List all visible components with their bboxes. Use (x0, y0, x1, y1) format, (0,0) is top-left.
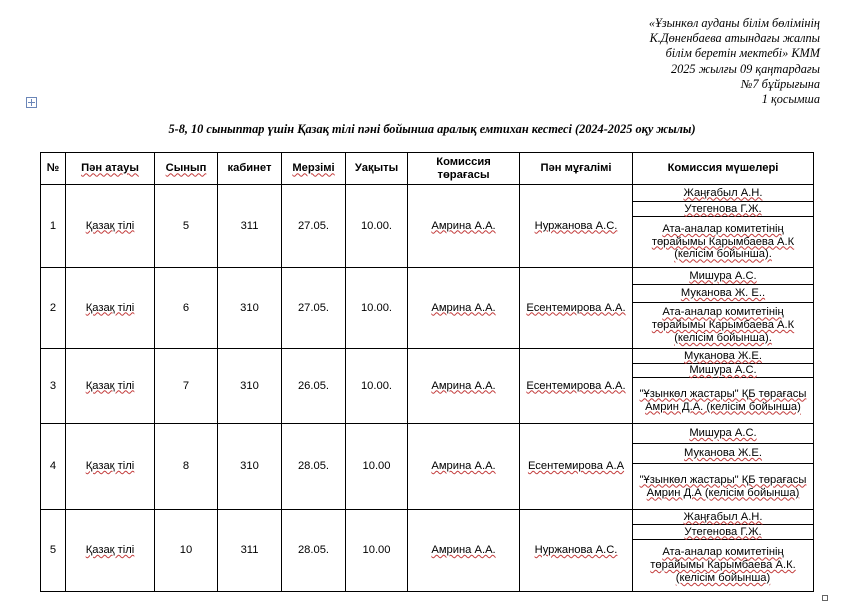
cell-member: Мишура А.С. (633, 268, 814, 285)
cell-member: Ата-аналар комитетінің төрайымы Карымбаева А.К (келісім бойынша). (633, 303, 814, 349)
cell-member: Муканова Ж. Е.. (633, 285, 814, 303)
cell-member: Жаңғабыл А.Н. (633, 185, 814, 202)
cell-grade: 8 (155, 424, 218, 510)
header-chair: Комиссия төрағасы (408, 153, 520, 185)
cell-num: 4 (41, 424, 66, 510)
header-subject: Пән атауы (66, 153, 155, 185)
cell-num: 5 (41, 510, 66, 592)
cell-time: 10.00 (346, 510, 408, 592)
cell-member: Мишура А.С. (633, 364, 814, 378)
cell-teacher: Есентемирова А.А. (520, 349, 633, 424)
header-line: білім беретін мектебі» КММ (665, 46, 820, 61)
cell-subject: Қазақ тілі (66, 268, 155, 349)
cell-teacher: Нуржанова А.С. (520, 185, 633, 268)
cell-member: Мишура А.С. (633, 424, 814, 444)
cell-time: 10.00. (346, 349, 408, 424)
cell-date: 27.05. (282, 268, 346, 349)
document-header (560, 16, 820, 107)
cell-num: 3 (41, 349, 66, 424)
cell-member: Ата-аналар комитетінің төрайымы Карымбаева А.К (келісім бойынша). (633, 217, 814, 268)
cell-teacher: Есентемирова А.А. (520, 268, 633, 349)
cell-chair: Амрина А.А. (408, 185, 520, 268)
table-row (41, 268, 814, 285)
cell-teacher: Нуржанова А.С. (520, 510, 633, 592)
cell-grade: 10 (155, 510, 218, 592)
header-line: №7 бұйрығына (740, 76, 820, 91)
header-line: «Ұзынкөл ауданы білім бөлімінің (648, 16, 820, 30)
cell-room: 310 (218, 349, 282, 424)
header-grade: Сынып (155, 153, 218, 185)
cell-subject: Қазақ тілі (66, 424, 155, 510)
cell-member: "Ұзынкөл жастары" ҚБ төрағасы Амрин Д.А. (келісім бойынша) (633, 378, 814, 424)
cell-member: "Ұзынкөл жастары" ҚБ төрағасы Амрин Д.А (келісім бойынша) (633, 464, 814, 510)
header-date: Мерзімі (282, 153, 346, 185)
cell-time: 10.00. (346, 268, 408, 349)
cell-chair: Амрина А.А. (408, 268, 520, 349)
cell-grade: 6 (155, 268, 218, 349)
cell-date: 28.05. (282, 510, 346, 592)
cell-member: Утегенова Г.Ж. (633, 525, 814, 540)
exam-schedule-table (40, 152, 814, 592)
cell-teacher: Есентемирова А.А (520, 424, 633, 510)
cell-num: 2 (41, 268, 66, 349)
table-resize-handle[interactable] (822, 595, 828, 601)
cell-time: 10.00. (346, 185, 408, 268)
cell-room: 311 (218, 510, 282, 592)
cell-date: 26.05. (282, 349, 346, 424)
cell-chair: Амрина А.А. (408, 510, 520, 592)
cell-num: 1 (41, 185, 66, 268)
cell-date: 27.05. (282, 185, 346, 268)
header-time: Уақыты (346, 153, 408, 185)
table-row (41, 510, 814, 525)
cell-grade: 5 (155, 185, 218, 268)
cell-subject: Қазақ тілі (66, 185, 155, 268)
header-teacher: Пән мұғалімі (520, 153, 633, 185)
header-line: К.Дөненбаева атындағы жалпы (649, 31, 820, 46)
cell-room: 310 (218, 268, 282, 349)
cell-date: 28.05. (282, 424, 346, 510)
cell-room: 311 (218, 185, 282, 268)
cell-subject: Қазақ тілі (66, 349, 155, 424)
cell-room: 310 (218, 424, 282, 510)
table-row (41, 424, 814, 444)
header-room: кабинет (218, 153, 282, 185)
cell-member: Муканова Ж.Е. (633, 349, 814, 364)
document-title: 5-8, 10 сыныптар үшін Қазақ тілі пәні бойынша аралық емтихан кестесі (2024-2025 оқу жылы) (168, 122, 696, 136)
table-row (41, 349, 814, 364)
cell-chair: Амрина А.А. (408, 349, 520, 424)
cell-chair: Амрина А.А. (408, 424, 520, 510)
cell-member: Муканова Ж.Е. (633, 444, 814, 464)
cell-member: Утегенова Г.Ж. (633, 202, 814, 217)
header-line: 1 қосымша (761, 92, 820, 107)
cell-grade: 7 (155, 349, 218, 424)
cell-subject: Қазақ тілі (66, 510, 155, 592)
cell-member: Ата-аналар комитетінің төрайымы Карымбаева А.К. (келісім бойынша) (633, 540, 814, 592)
table-row (41, 185, 814, 202)
table-move-handle-icon[interactable] (26, 97, 37, 108)
cell-member: Жаңғабыл А.Н. (633, 510, 814, 525)
header-line: 2025 жылғы 09 қаңтардағы (670, 61, 820, 76)
header-num: № (41, 153, 66, 185)
cell-time: 10.00 (346, 424, 408, 510)
header-members: Комиссия мүшелері (633, 153, 814, 185)
table-header-row (41, 153, 814, 185)
